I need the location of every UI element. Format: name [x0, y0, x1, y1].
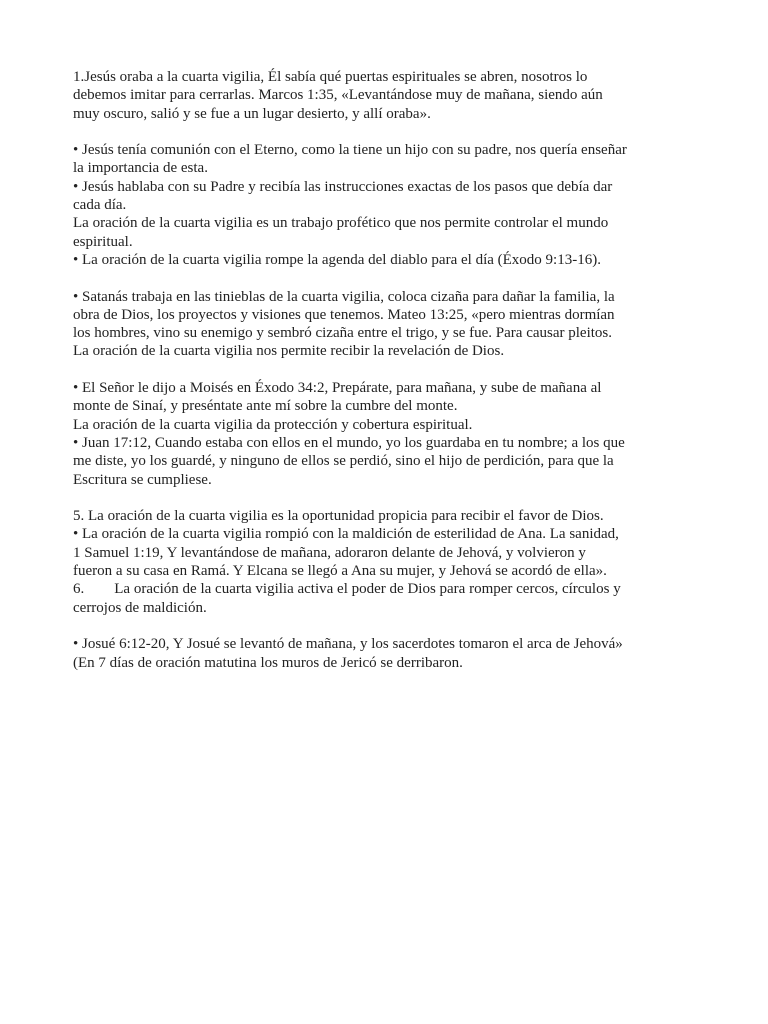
text-line: los hombres, vino su enemigo y sembró cizaña entre el trigo, y se fue. Para causar pleitos. — [73, 325, 613, 342]
text-line: 5. La oración de la cuarta vigilia es la oportunidad propicia para recibir el favor de Dios. — [73, 508, 604, 525]
text-line: la importancia de esta. — [73, 160, 208, 177]
text-line: • La oración de la cuarta vigilia rompió con la maldición de esterilidad de Ana. La sanidad, — [73, 526, 619, 543]
text-line: muy oscuro, salió y se fue a un lugar desierto, y allí oraba». — [73, 105, 431, 122]
text-line: espiritual. — [73, 233, 133, 250]
text-line: fueron a su casa en Ramá. Y Elcana se llegó a Ana su mujer, y Jehová se acordó de ella». — [73, 563, 607, 580]
text-line: 1.Jesús oraba a la cuarta vigilia, Él sabía qué puertas espirituales se abren, nosotros lo — [73, 69, 588, 85]
paragraph-gap — [73, 269, 713, 287]
paragraph-gap — [73, 617, 713, 635]
text-line: • Satanás trabaja en las tinieblas de la cuarta vigilia, coloca cizaña para dañar la familia, la — [73, 288, 615, 305]
text-line: Escritura se cumpliese. — [73, 471, 212, 488]
text-line: me diste, yo los guardé, y ninguno de ellos se perdió, sino el hijo de perdición, para que la — [73, 453, 614, 470]
text-line: 6. La oración de la cuarta vigilia activa el poder de Dios para romper cercos, círculos y — [73, 581, 621, 598]
text-line: cerrojos de maldición. — [73, 599, 207, 616]
text-line: cada día. — [73, 197, 127, 214]
paragraph-gap — [73, 123, 713, 141]
text-line: La oración de la cuarta vigilia da protección y cobertura espiritual. — [73, 416, 473, 433]
text-line: monte de Sinaí, y preséntate ante mí sobre la cumbre del monte. — [73, 398, 458, 415]
text-line: • Juan 17:12, Cuando estaba con ellos en el mundo, yo los guardaba en tu nombre; a los que — [73, 434, 625, 451]
text-line: • Jesús hablaba con su Padre y recibía las instrucciones exactas de los pasos que debía dar — [73, 178, 613, 195]
text-line: • Jesús tenía comunión con el Eterno, como la tiene un hijo con su padre, nos quería enseñar — [73, 142, 627, 159]
text-line: (En 7 días de oración matutina los muros de Jericó se derribaron. — [73, 654, 463, 671]
text-line: La oración de la cuarta vigilia nos permite recibir la revelación de Dios. — [73, 343, 505, 360]
text-line: • El Señor le dijo a Moisés en Éxodo 34:2, Prepárate, para mañana, y sube de mañana al — [73, 380, 602, 397]
document-body — [73, 68, 713, 672]
paragraph-gap — [73, 489, 713, 507]
paragraph-gap — [73, 361, 713, 379]
text-line: • Josué 6:12-20, Y Josué se levantó de mañana, y los sacerdotes tomaron el arca de Jehová» — [73, 636, 623, 653]
text-line: 1 Samuel 1:19, Y levantándose de mañana, adoraron delante de Jehová, y volvieron y — [73, 544, 586, 561]
text-line: debemos imitar para cerrarlas. Marcos 1:35, «Levantándose muy de mañana, siendo aún — [73, 87, 603, 104]
text-line: • La oración de la cuarta vigilia rompe la agenda del diablo para el día (Éxodo 9:13-16). — [73, 251, 601, 268]
text-line: obra de Dios, los proyectos y visiones que tenemos. Mateo 13:25, «pero mientras dormían — [73, 306, 615, 323]
text-line: La oración de la cuarta vigilia es un trabajo profético que nos permite controlar el mundo — [73, 215, 609, 232]
